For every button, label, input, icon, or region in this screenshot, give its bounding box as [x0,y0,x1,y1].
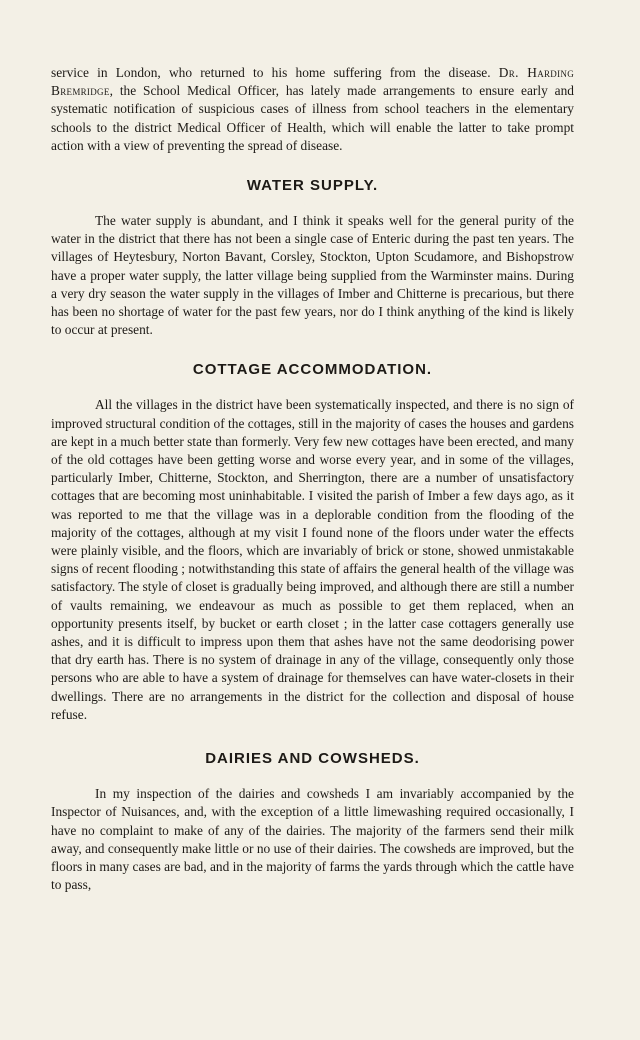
intro-text-start: service in London, who returned to his home suffering from the disease. [51,65,499,80]
intro-text-end: , the School Medical Officer, has lately made arrangements to ensure early and systematic notification of suspicious cases of illness from school teachers in the elementary schools to the district Medical Officer of Health, which will enable the latter to take prompt action with a view of preventing the spread of disease. [51,83,574,153]
water-supply-paragraph: The water supply is abundant, and I think it speaks well for the general purity of the water in the district that there has not been a single case of Enteric during the past ten years. The villages of Heytesbury, Norton Bavant, Corsley, Stockton, Upton Scudamore, and Bishopstrow have a proper water supply, the latter village being supplied from the Warminster mains. During a very dry season the water supply in the villages of Imber and Chitterne is precarious, but there has been no shortage of water for the past few years, nor do I think anything of the kind is likely to occur at present. [51,213,574,338]
section-heading-water-supply: WATER SUPPLY. [246,177,379,195]
section-heading-dairies-and-cowsheds: DAIRIES AND COWSHEDS. [205,750,420,768]
section-heading-cottage-accommodation: COTTAGE ACCOMMODATION. [192,361,433,379]
dairies-paragraph: In my inspection of the dairies and cowsheds I am invariably accompanied by the Inspector of Nuisances, and, with the exception of a little limewashing required occasionally, I have no complaint to make of any of the dairies. The majority of the farmers send their milk away, and consequently make little or no use of their dairies. The cowsheds are improved, but the floors in many cases are bad, and in the majority of farms the yards through which the cattle have to pass, [51,786,574,893]
cottage-accommodation-paragraph: All the villages in the district have been systematically inspected, and there is no sign of improved structural condition of the cottages, still in the majority of cases the houses and gardens are kept in a much better state than formerly. Very few new cottages have been erected, and many of the old cottages have been getting worse and worse every year, and in some of the villages, particularly Imber, Chitterne, Stockton, and Sherrington, there are a number of unsatisfactory cottages that are becoming most uninhabitable. I visited the parish of Imber a few days ago, as it was reported to me that the village was in a deplorable condition from the flooding of the majority of the cottages, although at my visit I found none of the floors under water the effects were plainly visible, and the floors, which are invariably of brick or stone, showed unmistakable signs of recent flooding ; notwithstanding this state of affairs the general health of the village was satisfactory. The style of closet is gradually being improved, and although there are still a number of vaults remaining, we endeavour as much as possible to get them replaced, when an opportunity presents itself, by bucket or earth closet ; in the latter case cottagers generally use ashes, and it is difficult to impress upon them that ashes have not the same deodorising power that dry earth has. There is no system of drainage in any of the village, consequently only those persons who are able to have a system of drainage for themselves can have water-closets in their dwellings. There are no arrangements in the district for the collection and disposal of house refuse. [51,397,574,722]
intro-paragraph [51,64,574,155]
officer-name: Dr. Harding Bremridge [51,65,574,99]
